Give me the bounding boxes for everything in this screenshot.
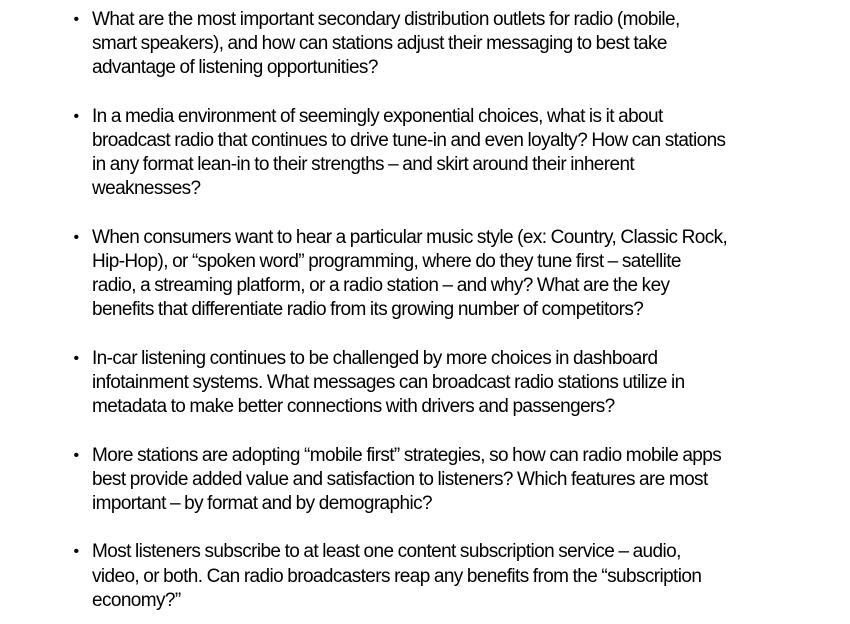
bullet-item-media-environment [0, 105, 772, 202]
bullet-icon: • [73, 228, 79, 246]
bullet-icon: • [73, 107, 79, 125]
bullet-text: In a media environment of seemingly exponential choices, what is it about broadcast radio that continues to drive tune-in and even loyalty? How can stations in any format lean-in to their strengths – and skirt around their inherent weaknesses? [92, 105, 726, 200]
bullet-text: What are the most important secondary distribution outlets for radio (mobile, smart speakers), and how can stations adjust their messaging to best take advantage of listening opportunities? [92, 9, 680, 79]
bullet-text: Most listeners subscribe to at least one content subscription service – audio, video, or both. Can radio broadcasters reap any benefits from the “subscription economy?” [92, 541, 702, 611]
bullet-icon: • [73, 543, 79, 561]
bullet-item-in-car-listening [0, 347, 772, 420]
bullet-text: When consumers want to hear a particular music style (ex: Country, Classic Rock, Hip-Hop), or “spoken word” programming, where do they tune first – satellite radio, a streaming platform, or a radio station – and why? What are the key benefits that differentiate radio from its growing number of competitors? [92, 226, 728, 321]
bullet-text: More stations are adopting “mobile first” strategies, so how can radio mobile apps best provide added value and satisfaction to listeners? Which features are most important – by format and by demographic? [92, 444, 722, 514]
bullet-icon: • [73, 349, 79, 367]
question-bullet-list [0, 8, 850, 613]
bullet-icon: • [73, 11, 79, 28]
bullet-item-mobile-first [0, 444, 772, 517]
bullet-item-subscription-economy [0, 540, 772, 613]
bullet-item-distribution-outlets [0, 8, 772, 81]
bullet-icon: • [73, 446, 79, 464]
bullet-item-music-style [0, 226, 772, 323]
bullet-text: In-car listening continues to be challenged by more choices in dashboard infotainment systems. What messages can broadcast radio stations utilize in metadata to make better connections with drivers and passengers? [92, 347, 685, 418]
